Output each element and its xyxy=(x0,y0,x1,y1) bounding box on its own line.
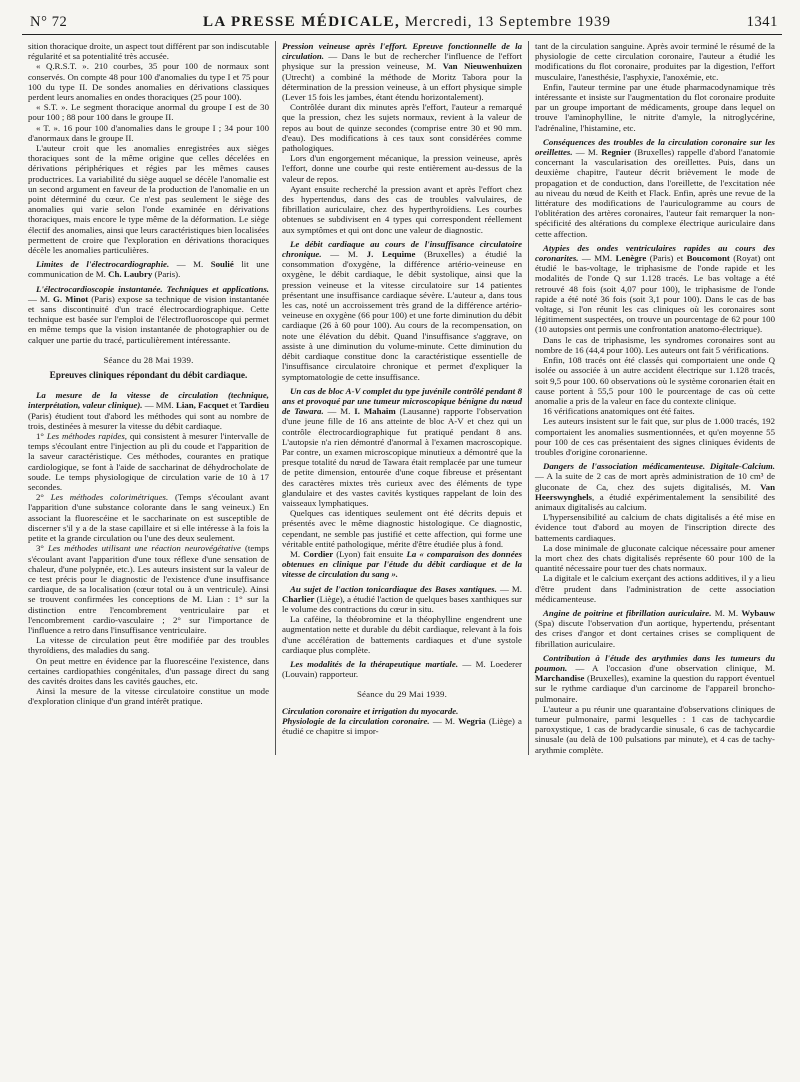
journal-title xyxy=(203,14,611,31)
author-name: Tardieu xyxy=(239,400,270,411)
section-title: Limites de l'électrocardiographie. xyxy=(36,259,170,270)
text-run: — M. xyxy=(572,147,602,158)
communication-physiologie xyxy=(282,716,522,736)
text-run: (Liège) a étudié ce chapitre si impor- xyxy=(282,715,522,736)
communication-mesure xyxy=(28,390,269,431)
communication-bloc xyxy=(282,386,522,508)
text-run: (Louvain) rapporteur. xyxy=(282,669,359,680)
text-run: (Lausanne) rapporte l'observation d'une jeune fille de 16 ans atteinte de bloc A-V et chez qui un contrôle électrocardiographique fut pratiqué pendant 8 ans. L'autopsie n'a rien démontré d'anormal à l'examen macroscopique. Par contre, un examen microscopique minutieux a démontré que la presque totalité du nœud de Tawara était remplacée par une tumeur de petite dimension, entourée d'une coque fibreuse et présentant des caractères mixtes très curieux avec des éléments de type glandulaire et des vastes cavités kystiques rappelant de loin des vaisseaux lymphatiques. xyxy=(282,406,522,508)
column-2 xyxy=(275,41,528,755)
section-title: Conséquences des troubles de la circulation coronaire sur les oreillettes. xyxy=(535,136,775,158)
text-run: (Royat) ont étudié le bas-voltage, le triphasisme de l'onde rapide et les modalités de l'onde Q sur 1.128 tracés. Le bas voltage a été retrouvé 48 fois (soit 4,07 pour 100), le triphasisme de l'onde rapide a été noté 36 fois (soit 3,1 pour 100). Dans le cas de bas voltage, si l'on réunit les cas cliniques où les coronaires sont légitimement suspectées, on trouve un pourcentage de 62 pour 100 (10 autopsies ont permis une confrontation anatomo-électrique). xyxy=(535,253,775,335)
author-name: Loederer xyxy=(490,658,522,669)
issue-number: N° 72 xyxy=(30,14,68,30)
communication-cordier xyxy=(282,549,522,580)
author-name: J. Lequime xyxy=(366,249,416,260)
section-title: La « comparaison des données obtenues en clinique par l'étude du débit cardiaque et de la vitesse de circulation du sang ». xyxy=(282,548,522,580)
paragraph: 16 vérifications anatomiques ont été faites. xyxy=(543,406,695,417)
section-title: Au sujet de l'action tonicardiaque des Bases xantiques. xyxy=(290,583,497,594)
communication-ecg xyxy=(28,284,269,345)
method-3 xyxy=(28,543,269,635)
text-run: (Liège), a étudié l'action de quelques bases xanthiques sur le volume des contractions du cœur in situ. xyxy=(282,593,522,614)
author-name: Boucomont xyxy=(686,253,730,264)
column-3 xyxy=(528,41,781,755)
author-name: Cordier xyxy=(303,548,334,559)
section-title: Physiologie de la circulation coronaire. xyxy=(282,715,430,726)
article-columns xyxy=(22,41,782,755)
paragraph: La digitale et le calcium exerçant des actions additives, il y a lieu d'être prudent dans l'administration de cette association médicamenteuse. xyxy=(535,573,775,604)
paragraph: On peut mettre en évidence par la fluorescéine l'existence, dans certaines cardiopathies congénitales, d'un passage direct du sang des cavités droites dans les cavités gauches, etc. xyxy=(28,655,269,686)
section-title: Contribution à l'étude des arythmies dans les tumeurs du poumon. xyxy=(535,652,775,673)
section-title: L'électrocardioscopie instantanée. Techniques et applications. xyxy=(36,283,269,294)
text-run: (Temps s'écoulant avant l'apparition d'une substance colorante dans le sang veineux.) En associant la fluorescéine et le saccharinate on est susceptible de discerner s'il y a de la stase capillaire et si elle intéresse à la fois la petite et la grande circulation ou l'une des deux seulement. xyxy=(28,492,270,544)
text-run: (Paris) expose sa technique de vision instantanée et sans discontinuité d'un tracé électrocardiographique. Cette technique est basée sur l'emploi de l'électrofluoroscope qui permet en même temps que la vision instantanée de photographier ou de calquer une partie du tracé, particulièrement intéressante. xyxy=(28,293,270,345)
paragraph: Enfin, 108 tracés ont été classés qui comportaient une onde Q isolée ou associée à un autre accident électrique sur 1.128 tracés, soit 9,5 pour 100. 60 observations où le système coronarien était en cause portent à 55,5 pour 100 le pourcentage de cas où cette anomalie a pris de la valeur en face du contexte clinique. xyxy=(535,355,775,406)
section-title: La mesure de la vitesse de circulation (technique, interprétation, valeur clinique). xyxy=(28,390,269,411)
paragraph: La dose minimale de gluconate calcique nécessaire pour amener la mort chez des chats digitalisés représente 60 pour 100 de la quantité nécessaire pour tuer des chats normaux. xyxy=(535,542,775,574)
paragraph: « T. ». 16 pour 100 d'anomalies dans le groupe I ; 34 pour 100 d'anormaux dans le groupe II. xyxy=(28,122,269,143)
subsection-title xyxy=(282,706,522,716)
text-run: M. M. xyxy=(711,607,742,618)
communication-tonicardiaque xyxy=(282,584,522,615)
section-title: Angine de poitrine et fibrillation auriculaire. xyxy=(543,607,712,618)
author-name: Wegria xyxy=(458,715,486,726)
paragraph: « S.T. ». Le segment thoracique anormal du groupe I est de 30 pour 100 ; 88 pour 100 dans le groupe II. xyxy=(28,102,269,123)
paragraph: La caféine, la théobromine et la théophylline engendrent une augmentation nette et durable du débit cardiaque, relevant à la fois d'une accélération de battements cardiaques et d'une systole cardiaque plus complète. xyxy=(282,614,522,655)
text-run: et xyxy=(228,400,240,411)
text-run: — M. xyxy=(458,658,491,669)
journal-name: LA PRESSE MÉDICALE, xyxy=(203,14,401,30)
paragraph: L'auteur croit que les anomalies enregistrées aux sièges thoraciques sont de la même origine que celles décelées en dérivations périphériques et régies par les mêmes causes productrices. La variabilité du siège auquel se décèle l'anomalie est un second argument en faveur de la production de l'anomalie en un point déterminé du cœur. Ce n'est pas seulement le siège des anomalies qui varie selon l'onde examinée en dérivations thoraciques, mais encore le type même de la déformation. Le siège électif des anomalies, ainsi que leurs caractéristiques bien localisées permettent de croire que l'exploration en dérivations thoraciques décèle les anomalies particulières. xyxy=(28,143,269,256)
text-run: — M. xyxy=(323,406,355,417)
text-run: — M. xyxy=(169,259,211,270)
paragraph: La vitesse de circulation peut être modifiée par des troubles thyroïdiens, des maladies du sang. xyxy=(28,635,269,656)
section-title: Le débit cardiaque au cours de l'insuffisance circulatoire chronique. xyxy=(282,238,522,260)
author-name: Wybauw xyxy=(741,607,775,618)
section-title: Atypies des ondes ventriculaires rapides au cours des coronarites. xyxy=(535,242,775,264)
author-name: Van Heerswynghels xyxy=(535,481,775,502)
author-name: Soulié xyxy=(210,259,234,270)
text-run: , a étudié expérimentalement la sensibilité des animaux digitalisés au calcium. xyxy=(535,491,775,512)
communication-atypies xyxy=(535,243,775,335)
text-run: (Bruxelles) rappelle d'abord l'anatomie concernant la vascularisation des oreillettes. Puis, dans un deuxième chapitre, l'auteur décrit brièvement le mode de propagation et de conduction, dans l'oreillette, de l'excitation née au niveau du nœud de Keith et Flack. Enfin, après une revue de la littérature des modifications de l'auriculogramme au cours de l'oblitération des artères coronaires, l'auteur fait remarquer la non-spécificité des altérations du complexe électrique auriculaire dans cette affection. xyxy=(535,147,775,239)
text-run: 3° xyxy=(36,543,48,554)
communication-angine xyxy=(535,608,775,649)
text-run: (Utrecht) a combiné la méthode de Moritz Tabora pour la détermination de la pression veineuse, à un effort physique simple (Lever 15 fois les jambes, étant étendu horizontalement). xyxy=(282,71,522,103)
section-title: Les modalités de la thérapeutique martiale. xyxy=(290,658,459,669)
section-title: Dangers de l'association médicamenteuse. Digitale-Calcium. xyxy=(543,461,775,472)
text-run: Les méthodes utilisant une réaction neurovégétative xyxy=(47,543,241,554)
author-name: Lian, Facquet xyxy=(175,400,229,411)
text-run: Les méthodes colorimétriques. xyxy=(50,492,169,503)
text-run: — M. xyxy=(28,293,53,304)
text-run: — Dans le but de rechercher l'influence de l'effort physique sur la pression veineuse, M. xyxy=(282,51,522,72)
text-run: (temps s'écoulant avant l'apparition d'une toux réflexe d'une sensation de chaleur, d'une polypnée, etc.). Les auteurs insistent sur la valeur de ce test précis pour le diagnostic de l'existence d'une insuffisance cardiaque, de sa localisation (cœur total ou à un ventricule). Ainsi se trouvent confirmées les conceptions de M. Lian : 1° sur la distinction entre l'encombrement ventriculaire par et l'encombrement cardio-vasculaire ; 2° sur l'importance de l'influence a retro dans l'insuffisance ventriculaire. xyxy=(28,543,270,635)
page-number: 1341 xyxy=(746,14,778,30)
communication-dangers xyxy=(535,461,775,512)
author-name: Regnier xyxy=(601,147,632,158)
paragraph: Les auteurs insistent sur le fait que, sur plus de 1.000 tracés, 192 comportaient les anomalies susmentionnées, et qu'en moyenne 55 pour 100 de ces cas présentaient des signes cliniques évidents de troubles d'origine coronarienne. xyxy=(535,416,775,457)
session-date: Séance du 29 Mai 1939. xyxy=(356,689,448,700)
paragraph: Ainsi la mesure de la vitesse circulatoire constitue un mode d'exploration clinique d'un grand intérêt pratique. xyxy=(28,686,269,707)
author-name: I. Mahaim xyxy=(354,406,396,417)
text-run: — A l'occasion d'une observation clinique, M. xyxy=(567,662,775,673)
paragraph: Ayant ensuite recherché la pression avant et après l'effort chez des hypertendus, dans des cas de troubles valvulaires, de fibrillation auriculaire, chez des hyperthyroïdiens. Les courbes obtenues se subdivisent en 4 types qui correspondent réellement aux symptômes et qui ont donc une valeur de diagnostic. xyxy=(282,183,522,235)
text-run: M. xyxy=(290,548,304,559)
page-header xyxy=(22,14,782,35)
communication-arythmies xyxy=(535,653,775,704)
text-run: (Bruxelles), examine la question du rapport éventuel sur le rythme cardiaque d'un carcinome de l'appareil broncho-pulmonaire. xyxy=(535,673,775,704)
author-name: Lenègre xyxy=(615,253,647,264)
section-title: Circulation coronaire et irrigation du myocarde. xyxy=(282,705,459,716)
text-run: (Bruxelles) a étudié la consommation d'oxygène, la différence artério-veineuse en oxygène, le débit cardiaque, le débit systolique, ainsi que la pression veineuse et la vitesse circulatoire sur 14 patientes présentant une insuffisance cardiaque sévère. L'auteur a, dans tous les cas, noté un accroissement très grand de la différence artério-veineuse en oxygène (66 pour 100) et une forte diminution du débit cardiaque (26 à 60 pour 100). Au cours de la recompensation, on note une élévation du débit. Quand l'insuffisance s'aggrave, on assiste à une diminution du volume-minute. Cette diminution du débit cardiaque constitue donc la caractéristique essentielle de l'insuffisance circulatoire chronique et permet d'expliquer la symptomatologie de cette insuffisance. xyxy=(282,249,522,382)
section-title: Pression veineuse après l'effort. Epreuve fonctionnelle de la circulation. xyxy=(282,41,522,62)
text-run: (Spa) discute l'observation d'un aortique, hypertendu, présentant des crises d'angor et dont certaines crises se compliquent de fibrillation auriculaire. xyxy=(535,618,775,649)
text-run: lit une communication de M. xyxy=(28,259,269,280)
communication-consequences xyxy=(535,137,775,239)
text-run: qui consistent à mesurer l'intervalle de temps s'écoulant entre l'injection au pli du coude et l'apparition de la saveur caractéristique. Ces méthodes, courantes en pratique cardiologique, se font à l'aide de saccharinat de déhydrocholate de soude. Le temps physiologique de circulation varie de 10 à 17 secondes. xyxy=(28,431,270,493)
text-run: 1° xyxy=(36,431,47,442)
text-run: — MM. xyxy=(142,400,176,411)
text-run: — M. xyxy=(496,583,522,594)
paragraph: Quelques cas identiques seulement ont été décrits depuis et présentés avec le même diagnostic histologique. Ce diagnostic, cependant, ne semble pas justifié et cette affection, qui forme une véritable entité pathologique, mérite d'être étudiée plus à fond. xyxy=(282,508,522,549)
paragraph: Enfin, l'auteur termine par une étude pharmacodynamique très intéressante et insiste sur l'augmentation du flot coronaire produite par un groupe important de médicaments, groupe dans lequel on trouve l'aminophylline, le nitrite d'amyle, la nitroglycérine, l'adrénaline, l'histamine, etc. xyxy=(535,81,775,133)
text-run: (Paris) étudient tout d'abord les méthodes qui sont au nombre de trois, destinées à mesurer la vitesse du débit cardiaque. xyxy=(28,410,269,431)
session-date: Séance du 28 Mai 1939. xyxy=(103,354,194,365)
author-name: G. Minot xyxy=(52,293,89,304)
text-run: (Paris). xyxy=(152,269,181,280)
text-run: (Paris) et xyxy=(646,253,687,264)
paragraph: Lors d'un engorgement mécanique, la pression veineuse, après l'effort, donne une courbe qui reste entièrement au-dessus de la valeur de repos. xyxy=(282,153,522,184)
text-run: — MM. xyxy=(578,253,616,264)
communication-debit xyxy=(282,239,522,382)
session-title: Epreuves cliniques répondant du débit cardiaque. xyxy=(49,371,248,382)
column-1 xyxy=(22,41,275,755)
paragraph: Contrôlée durant dix minutes après l'effort, l'auteur a remarqué que la pression, chez les sujets normaux, revient à la valeur de repos au bout de quinze secondes (comprise entre 30 et 90 mm. d'eau). Des modifications à ces taux sont considérées comme pathologiques. xyxy=(282,102,522,154)
communication-modalites xyxy=(282,659,522,679)
text-run: — M. xyxy=(429,715,459,726)
text-run: (Lyon) fait ensuite xyxy=(333,548,407,559)
text-run: Les méthodes rapides, xyxy=(46,431,127,442)
author-name: Van Nieuwenhuizen xyxy=(442,61,523,72)
communication-pression xyxy=(282,41,522,102)
communication-limites xyxy=(28,259,269,279)
paragraph: « Q.R.S.T. ». 210 courbes, 35 pour 100 de normaux sont conservés. On compte 48 pour 100 d'anomalies du type I et 75 pour 100 du type II. De sondes anomalies en dérivations classiques perdent leurs anomalies en ondes thoraciques (25 pour 100). xyxy=(28,61,269,103)
text-run: 2° xyxy=(36,492,51,503)
paragraph: L'auteur a pu réunir une quarantaine d'observations cliniques de tumeur pulmonaire, parmi lesquelles : 1 cas de tachycardie paroxystique, 1 cas de bradycardie sinusale, 6 cas de tachycardie sinusale (au delà de 100 pulsations par minute), et 4 cas de tachy-arythmie complète. xyxy=(535,703,775,755)
author-name: Charlier xyxy=(282,593,315,604)
paragraph: tant de la circulation sanguine. Après avoir terminé le résumé de la physiologie de cette circulation coronaire, l'auteur a étudié les modifications du flot coronaire, produites par la digestion, l'effort musculaire, l'anesthésie, l'asphyxie, l'anoxémie, etc. xyxy=(535,41,775,82)
section-title: Un cas de bloc A-V complet du type juvénile contrôlé pendant 8 ans et provoqué par une tumeur microscopique bénigne du nœud de Tawara. xyxy=(282,385,522,417)
author-name: Marchandise xyxy=(535,673,585,684)
text-run: — A la suite de 2 cas de mort après administration de 10 cm³ de gluconate de Ca, chez des sujets digitalisés, M. xyxy=(535,471,775,492)
paragraph: Dans le cas de triphasisme, les syndromes coronaires sont au nombre de 16 (44,4 pour 100). Les auteurs ont fait 5 vérifications. xyxy=(535,334,775,355)
paragraph: sition thoracique droite, un aspect tout différent par son indiscutable régularité et sa potentialité très accusée. xyxy=(28,41,270,62)
author-name: Ch. Laubry xyxy=(108,269,153,280)
method-2 xyxy=(28,492,269,543)
issue-date: Mercredi, 13 Septembre 1939 xyxy=(404,14,611,30)
text-run: — M. xyxy=(321,249,367,260)
method-1 xyxy=(28,431,269,492)
paragraph: L'hypersensibilité au calcium de chats digitalisés a été mise en évidence tout d'abord au moyen de l'inscription directe des battements cardiaques. xyxy=(535,512,775,543)
